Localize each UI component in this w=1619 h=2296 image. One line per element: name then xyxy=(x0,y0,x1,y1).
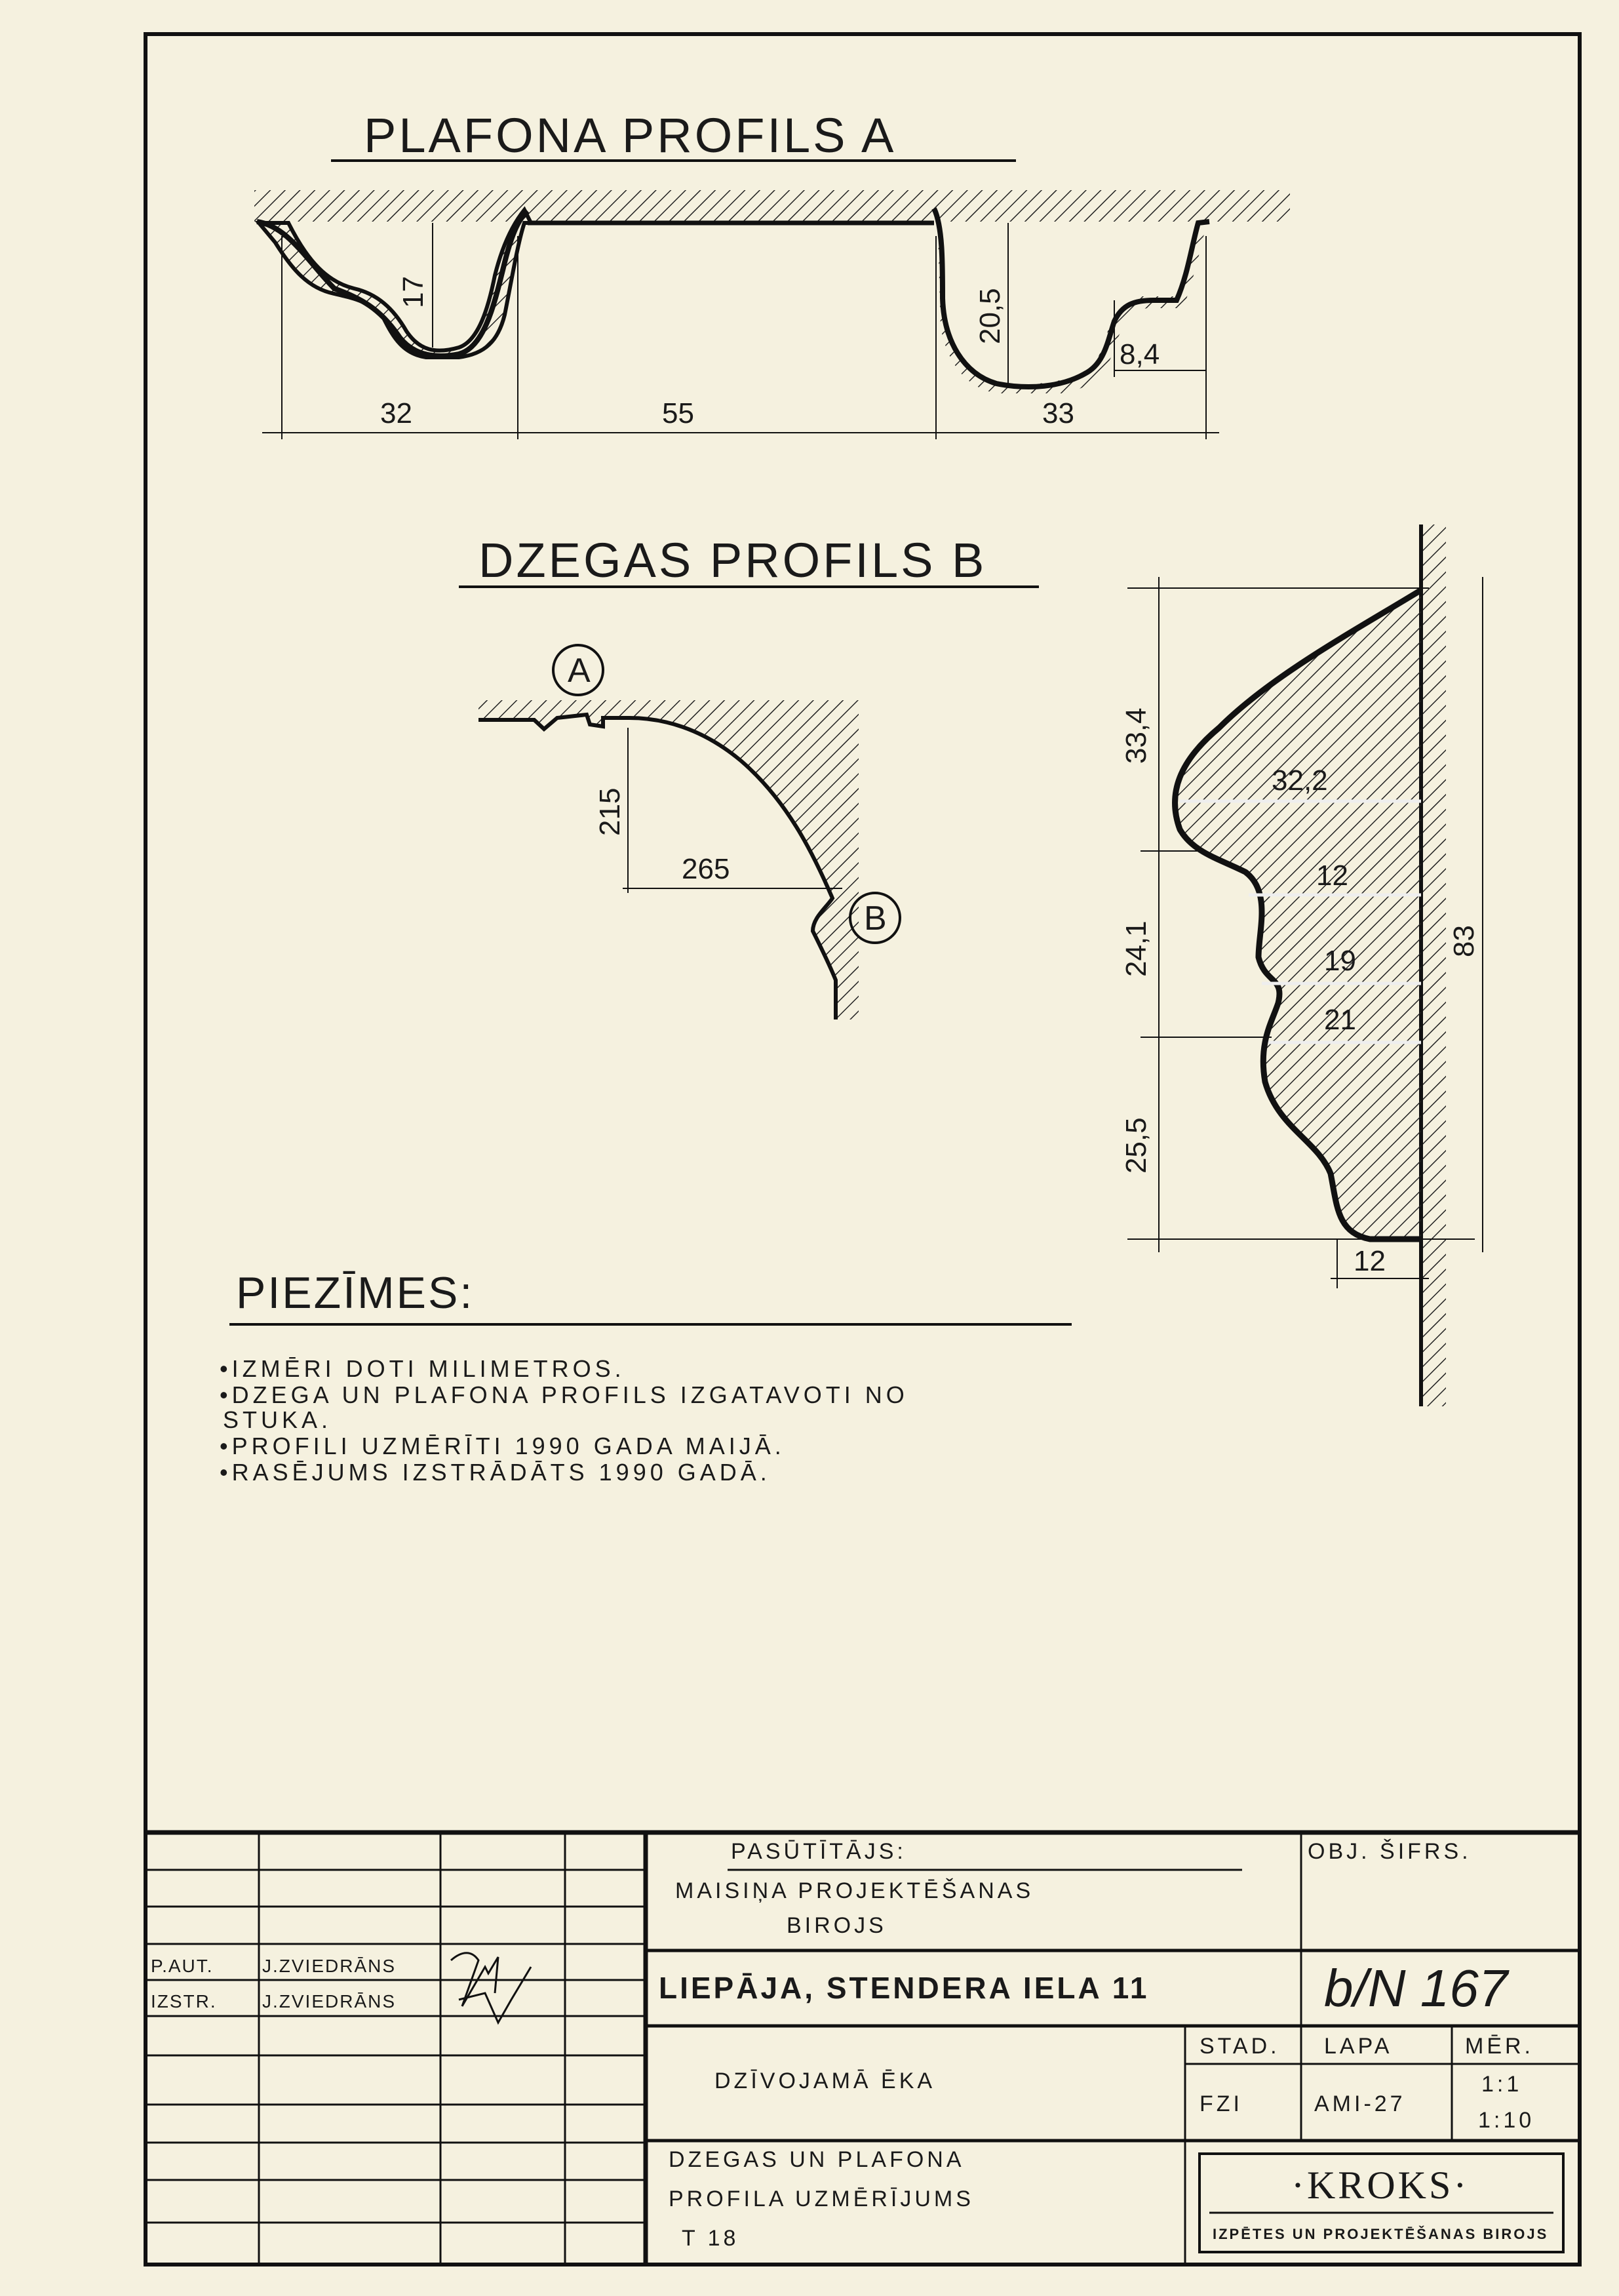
building: DZĪVOJAMĀ ĒKA xyxy=(714,2068,936,2093)
title-block-text xyxy=(151,1839,1548,2251)
profile-a xyxy=(254,108,1290,439)
dim-215: 215 xyxy=(594,787,626,836)
profile-a-title: PLAFONA PROFILS A xyxy=(364,108,897,163)
stage-value: FZI xyxy=(1200,2091,1243,2116)
object-code-value: b/N 167 xyxy=(1324,1959,1508,2017)
dim-24-1: 24,1 xyxy=(1120,920,1152,977)
scale-1: 1:1 xyxy=(1481,2072,1523,2097)
note-line-4: •PROFILI UZMĒRĪTI 1990 GADA MAIJĀ. xyxy=(220,1433,785,1459)
marker-a: A xyxy=(568,652,591,690)
notes-heading: PIEZĪMES: xyxy=(236,1268,475,1318)
dim-12-a: 12 xyxy=(1316,860,1348,892)
drawing-code: T 18 xyxy=(682,2226,739,2251)
profile-b-overview xyxy=(459,533,1039,1019)
cornice-detail xyxy=(1175,590,1422,1239)
note-line-1: •IZMĒRI DOTI MILIMETROS. xyxy=(220,1355,625,1382)
dim-17: 17 xyxy=(397,276,429,308)
stage-label: STAD. xyxy=(1200,2034,1280,2059)
role-1: P.AUT. xyxy=(151,1956,214,1976)
notes xyxy=(220,1268,1072,1486)
object-code-label: OBJ. ŠIFRS. xyxy=(1308,1839,1472,1864)
note-line-2: •DZEGA UN PLAFONA PROFILS IZGATAVOTI NO xyxy=(220,1381,908,1408)
wall-band xyxy=(1421,525,1446,1406)
company-sub: IZPĒTES UN PROJEKTĒŠANAS BIROJS xyxy=(1213,2226,1549,2242)
profile-b-detail xyxy=(1120,525,1483,1406)
drawing-title-2: PROFILA UZMĒRĪJUMS xyxy=(669,2187,974,2211)
dim-21: 21 xyxy=(1324,1004,1356,1036)
signature xyxy=(451,1953,531,2023)
dim-33-4: 33,4 xyxy=(1120,707,1152,764)
dim-32: 32 xyxy=(380,397,412,429)
role-2: IZSTR. xyxy=(151,1991,217,2011)
company-name: ·KROKS· xyxy=(1291,2164,1470,2207)
scale-label: MĒR. xyxy=(1465,2034,1534,2059)
dim-83: 83 xyxy=(1448,925,1480,957)
dim-33: 33 xyxy=(1042,397,1074,429)
cornice-overview xyxy=(478,700,859,1019)
name-1: J.ZVIEDRĀNS xyxy=(262,1956,397,1976)
dim-55: 55 xyxy=(662,397,694,429)
sheet-label: LAPA xyxy=(1324,2034,1393,2059)
marker-b: B xyxy=(864,900,887,938)
sheet-value: AMI-27 xyxy=(1314,2091,1406,2116)
customer-label: PASŪTĪTĀJS: xyxy=(731,1839,907,1864)
dim-8-4: 8,4 xyxy=(1120,338,1160,370)
dim-20-5: 20,5 xyxy=(974,288,1006,344)
customer-line-2: BIROJS xyxy=(787,1913,887,1938)
dim-265: 265 xyxy=(682,853,730,885)
note-line-3: STUKA. xyxy=(223,1406,332,1433)
address: LIEPĀJA, STENDERA IELA 11 xyxy=(659,1971,1150,2005)
dim-12-b: 12 xyxy=(1354,1245,1386,1277)
scale-2: 1:10 xyxy=(1478,2108,1535,2133)
note-line-5: •RASĒJUMS IZSTRĀDĀTS 1990 GADĀ. xyxy=(220,1459,771,1486)
dim-25-5: 25,5 xyxy=(1120,1117,1152,1174)
name-2: J.ZVIEDRĀNS xyxy=(262,1991,397,2011)
molding-a-left xyxy=(259,210,531,357)
dim-19: 19 xyxy=(1324,945,1356,977)
ceiling-band xyxy=(254,190,1290,222)
dim-32-2: 32,2 xyxy=(1272,764,1328,797)
drawing-title-1: DZEGAS UN PLAFONA xyxy=(669,2147,965,2172)
customer-line-1: MAISIŅA PROJEKTĒŠANAS xyxy=(675,1878,1034,1903)
profile-b-title: DZEGAS PROFILS B xyxy=(478,533,987,587)
